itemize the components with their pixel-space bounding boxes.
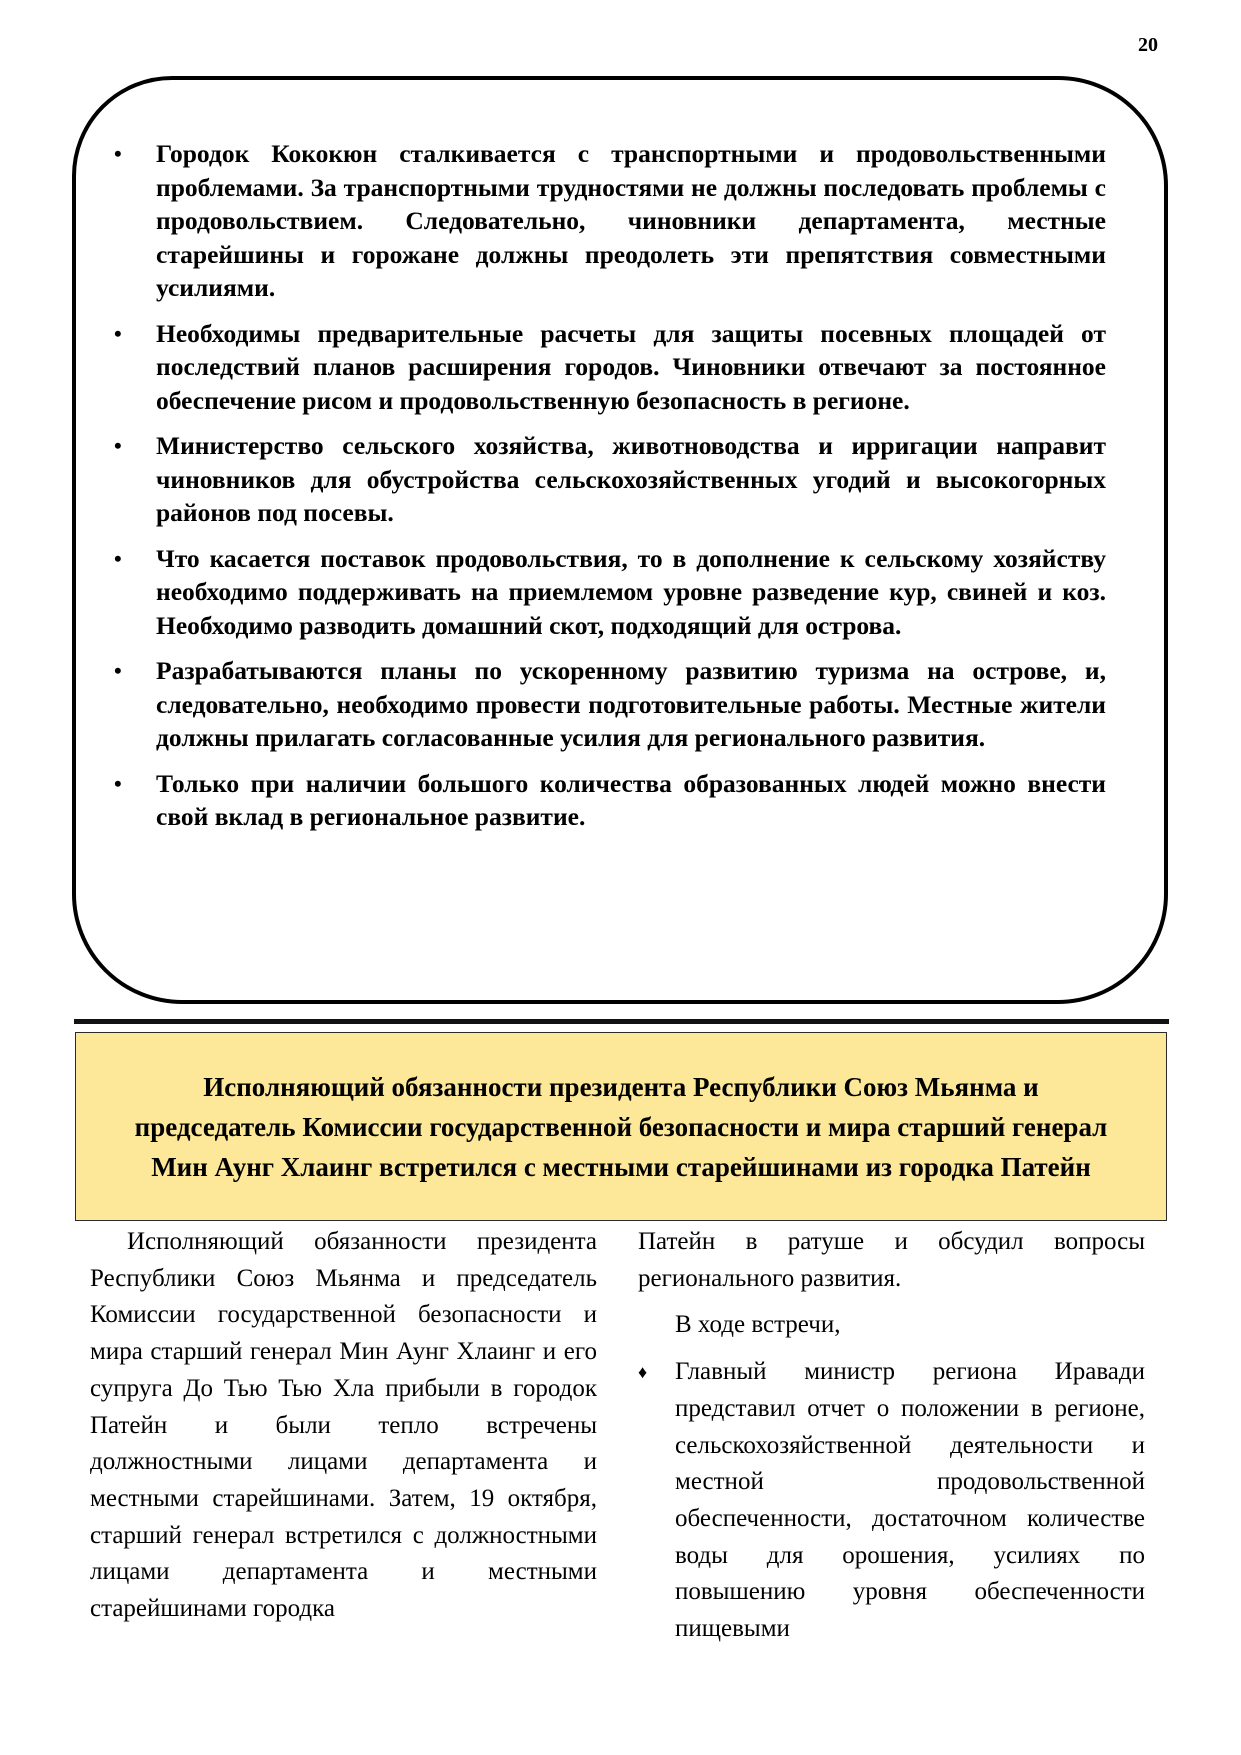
- diamond-bullet-icon: ♦: [638, 1362, 648, 1383]
- section-divider: [74, 1019, 1169, 1024]
- bullet-icon: •: [114, 433, 122, 458]
- bullet-icon: •: [114, 770, 122, 796]
- meeting-points-list: [638, 1354, 1145, 1648]
- bullet-icon: •: [114, 320, 122, 346]
- article-headline: Исполняющий обязанности президента Республики Союз Мьянма и председатель Комиссии государственной безопасности и мира старший генерал Мин Аунг Хлаинг встретился с местными старейшинами из городка Патейн: [134, 1071, 1108, 1182]
- highlights-box: [72, 76, 1168, 1004]
- bullet-icon: •: [114, 141, 122, 166]
- headline-box: [75, 1032, 1167, 1221]
- article-paragraph-continued: Патейн в ратуше и обсудил вопросы регионального развития.: [638, 1228, 1145, 1292]
- article-column-right: [638, 1224, 1145, 1648]
- list-item: • Необходимы предварительные расчеты для защиты посевных площадей от последствий планов расширения городов. Чиновники отвечают за постоянное обеспечение рисом и продовольственную безопасность в регионе.: [114, 318, 1106, 415]
- article-column-left: [90, 1224, 597, 1628]
- list-item: • Только при наличии большого количества образованных людей можно внести свой вклад в региональное развитие.: [114, 768, 1106, 831]
- bullet-icon: •: [114, 545, 122, 571]
- list-item: • Что касается поставок продовольствия, то в дополнение к сельскому хозяйству необходимо поддерживать на приемлемом уровне разведение кур, свиней и коз. Необходимо разводить домашний скот, подходящий для острова.: [114, 543, 1106, 640]
- article-paragraph: Исполняющий обязанности президента Республики Союз Мьянма и председатель Комиссии государственной безопасности и мира старший генерал Мин Аунг Хлаинг и его супруга До Тью Тью Хла прибыли в городок Патейн и были тепло встречены должностными лицами департамента и местными старейшинами. Затем, 19 октября, старший генерал встретился с должностными лицами департамента и местными старейшинами городка: [90, 1228, 597, 1623]
- list-item: • Городок Кококюн сталкивается с транспортными и продовольственными проблемами. За транспортными трудностями не должны последовать проблемы с продовольствием. Следовательно, чиновники департамента, местные старейшины и горожане должны преодолеть эти препятствия совместными усилиями.: [114, 139, 1106, 302]
- highlights-list: [114, 137, 1106, 846]
- meeting-intro: В ходе встречи,: [675, 1311, 841, 1339]
- list-item: • Разрабатываются планы по ускоренному развитию туризма на острове, и, следовательно, необходимо провести подготовительные работы. Местные жители должны прилагать согласованные усилия для регионального развития.: [114, 656, 1106, 752]
- list-item: • Министерство сельского хозяйства, животноводства и ирригации направит чиновников для обустройства сельскохозяйственных угодий и высокогорных районов под посевы.: [114, 431, 1106, 527]
- list-item: ♦ Главный министр региона Иравади представил отчет о положении в регионе, сельскохозяйственной деятельности и местной продовольственной обеспеченности, достаточном количестве воды для орошения, усилиях по повышению уровня обеспеченности пищевыми: [638, 1354, 1145, 1648]
- page-number: 20: [1138, 34, 1158, 56]
- bullet-icon: •: [114, 658, 122, 683]
